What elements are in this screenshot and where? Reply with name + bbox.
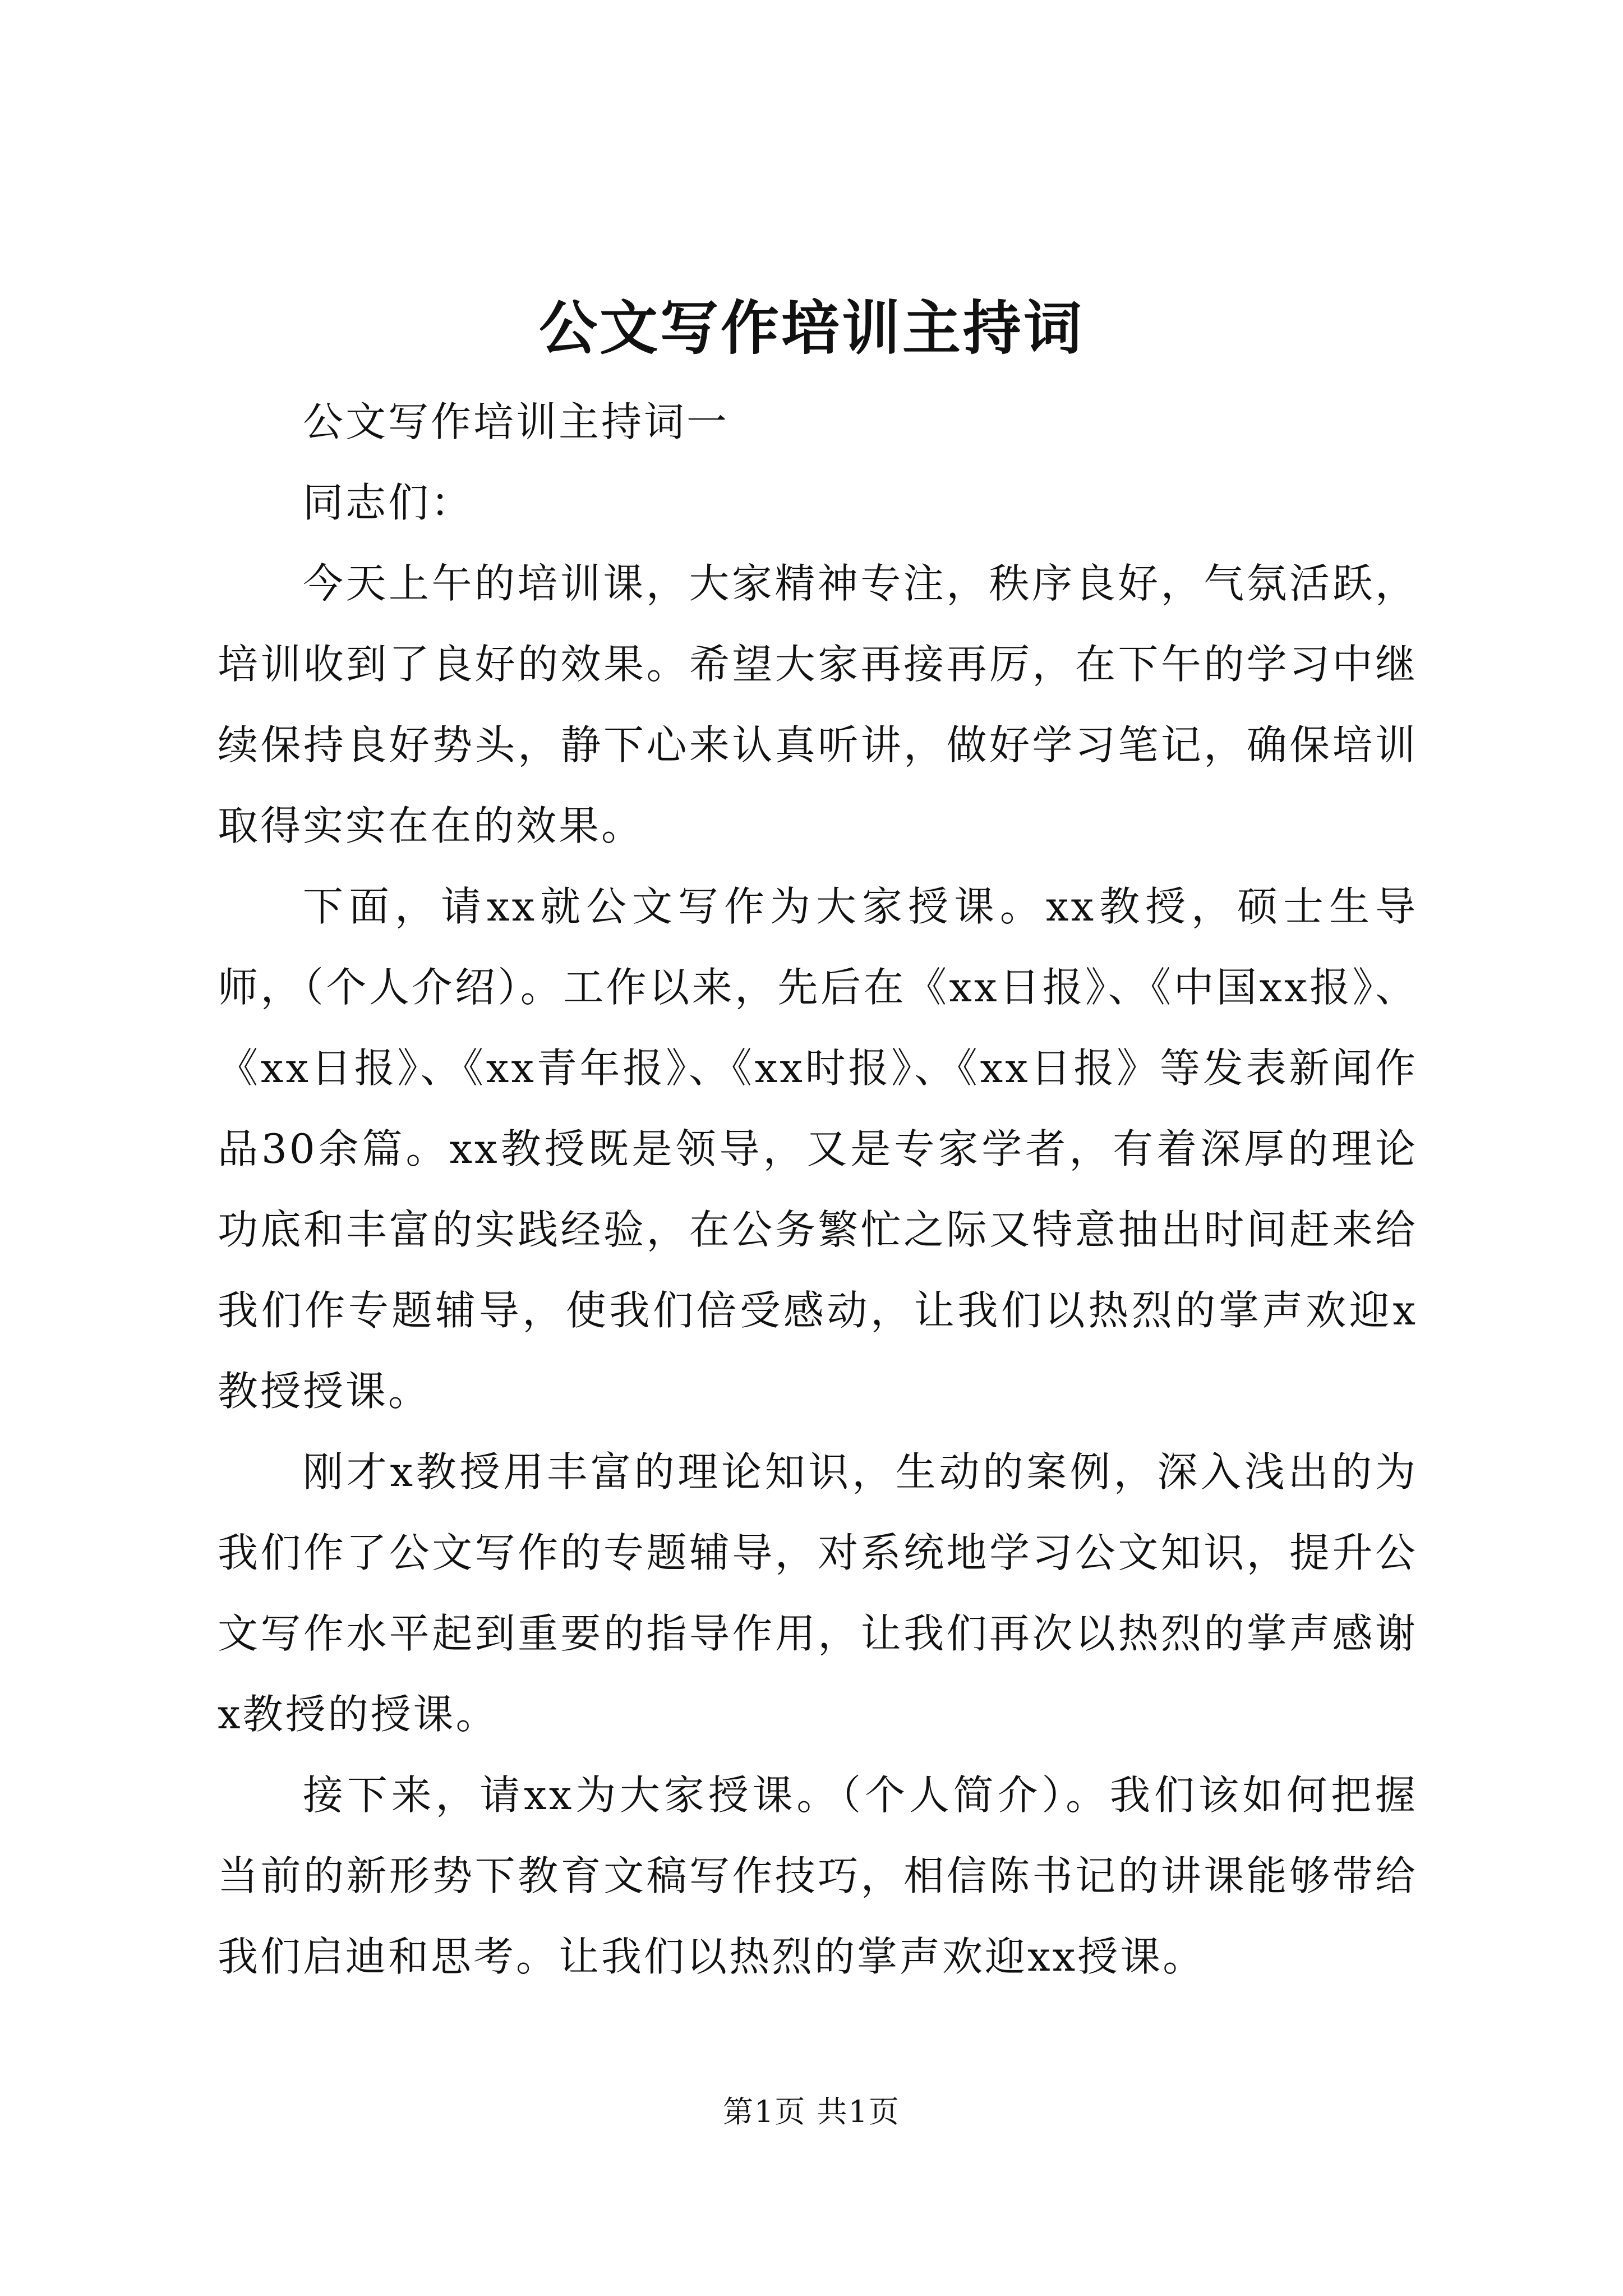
document-title: 公文写作培训主持词	[538, 293, 1084, 362]
body-paragraph-4: 接下来，请xx为大家授课。（个人简介）。我们该如何把握当前的新形势下教育文稿写作技巧，相信陈书记的讲课能够带给我们启迪和思考。让我们以热烈的掌声欢迎xx授课。	[218, 1772, 1418, 1980]
body-paragraph-2: 下面，请xx就公文写作为大家授课。xx教授，硕士生导师，（个人介绍）。工作以来，先后在《xx日报》、《中国xx报》、《xx日报》、《xx青年报》、《xx时报》、《xx日报》等发表新闻作品30余篇。xx教授既是领导，又是专家学者，有着深厚的理论功底和丰富的实践经验，在公务繁忙之际又特意抽出时间赶来给我们作专题辅导，使我们倍受感动，让我们以热烈的掌声欢迎x教授授课。	[218, 883, 1418, 1415]
subtitle-paragraph: 公文写作培训主持词一	[303, 398, 730, 445]
page-footer: 第1页 共1页	[723, 2094, 900, 2129]
document-body	[218, 381, 1418, 1997]
body-paragraph-3: 刚才x教授用丰富的理论知识，生动的案例，深入浅出的为我们作了公文写作的专题辅导，对系统地学习公文知识，提升公文写作水平起到重要的指导作用，让我们再次以热烈的掌声感谢x教授的授课。	[218, 1448, 1418, 1738]
salutation-paragraph: 同志们：	[303, 479, 474, 526]
body-paragraph-1: 今天上午的培训课，大家精神专注，秩序良好，气氛活跃，培训收到了良好的效果。希望大家再接再厉，在下午的学习中继续保持良好势头，静下心来认真听讲，做好学习笔记，确保培训取得实实在在的效果。	[218, 560, 1418, 849]
